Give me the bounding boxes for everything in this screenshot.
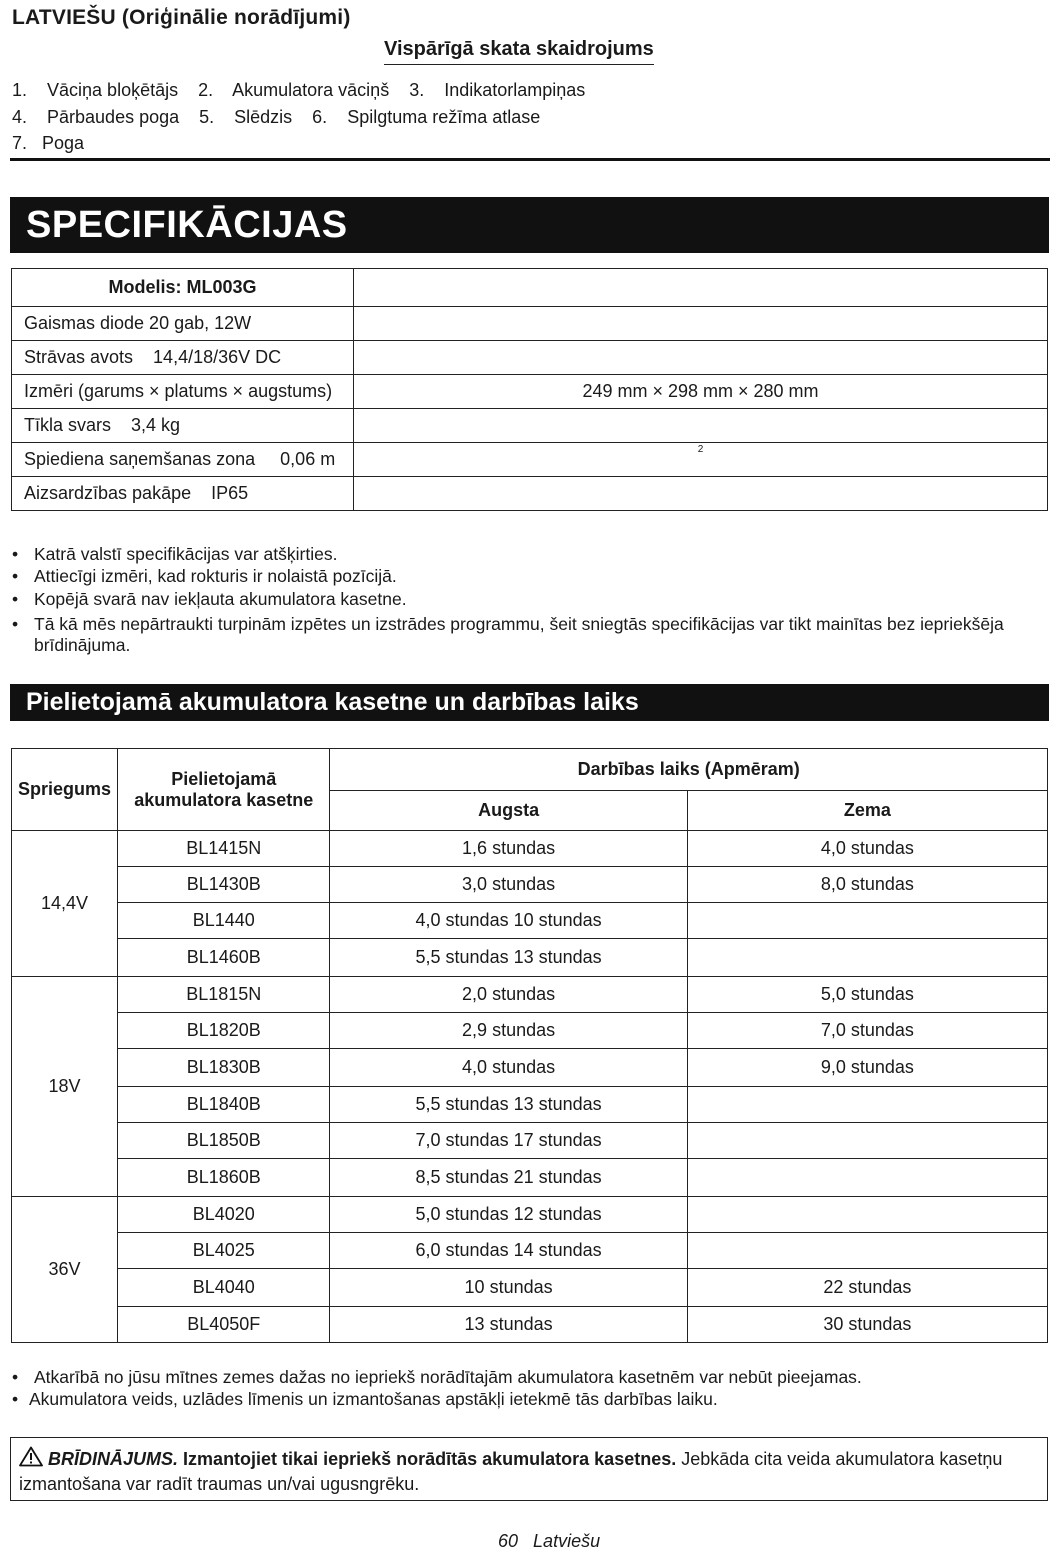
voltage-cell: 36V — [12, 1197, 118, 1343]
overview-title: Vispārīgā skata skaidrojums — [384, 38, 654, 65]
warning-box — [10, 1437, 1048, 1501]
runtime-high: 2,0 stundas — [330, 977, 687, 1013]
warning-bold-text: Izmantojiet tikai iepriekš norādītās akumulatora kasetnes. — [183, 1449, 677, 1469]
col-battery-header: Pielietojamā akumulatora kasetne — [118, 749, 330, 831]
spec-row — [12, 341, 1048, 375]
table-row — [12, 1087, 1048, 1123]
parts-line-1: 1. Vāciņa bloķētājs 2. Akumulatora vāciņš 3. Indikatorlampiņas — [12, 80, 586, 100]
runtime-high: 4,0 stundas 10 stundas — [330, 903, 687, 939]
footer-language: Latviešu — [533, 1531, 601, 1551]
runtime-high: 7,0 stundas 17 stundas — [330, 1123, 687, 1159]
page-footer — [498, 1531, 600, 1552]
col-voltage-header: Spriegums — [12, 749, 118, 831]
table-row — [12, 1197, 1048, 1233]
runtime-high: 8,5 stundas 21 stundas — [330, 1159, 687, 1197]
voltage-cell: 14,4V — [12, 831, 118, 977]
runtime-low — [687, 903, 1047, 939]
battery-model: BL1830B — [118, 1049, 330, 1087]
table-row — [12, 1123, 1048, 1159]
warning-text: Jebkāda cita veida akumulatora kasetņu izmantošana var radīt traumas un/vai ugusngrēku. — [19, 1449, 1003, 1494]
battery-header-row — [12, 749, 1048, 791]
runtime-high: 1,6 stundas — [330, 831, 687, 867]
runtime-low — [687, 1233, 1047, 1269]
table-row — [12, 831, 1048, 867]
table-row — [12, 1159, 1048, 1197]
voltage-cell: 18V — [12, 977, 118, 1197]
runtime-high: 2,9 stundas — [330, 1013, 687, 1049]
language-title: LATVIEŠU (Oriģinālie norādījumi) — [12, 6, 351, 29]
spec-value — [354, 341, 1048, 375]
runtime-high: 5,5 stundas 13 stundas — [330, 1087, 687, 1123]
runtime-high: 6,0 stundas 14 stundas — [330, 1233, 687, 1269]
page-number: 60 — [498, 1531, 519, 1551]
table-row — [12, 1049, 1048, 1087]
col-runtime-header: Darbības laiks (Apmēram) — [330, 749, 1048, 791]
runtime-low — [687, 1197, 1047, 1233]
spec-row — [12, 443, 1048, 477]
table-row — [12, 1233, 1048, 1269]
battery-note: • Akumulatora veids, uzlādes līmenis un izmantošanas apstākļi ietekmē tās darbības laiku. — [12, 1389, 718, 1409]
battery-model: BL4040 — [118, 1269, 330, 1307]
runtime-low — [687, 1159, 1047, 1197]
spec-label: Gaismas diode 20 gab, 12W — [12, 307, 354, 341]
runtime-low: 8,0 stundas — [687, 867, 1047, 903]
runtime-high: 5,0 stundas 12 stundas — [330, 1197, 687, 1233]
spec-note: • Katrā valstī specifikācijas var atšķirties. — [12, 544, 338, 564]
table-row — [12, 1269, 1048, 1307]
model-value — [354, 269, 1048, 307]
model-label: Modelis: ML003G — [12, 269, 354, 307]
battery-note: • Atkarībā no jūsu mītnes zemes dažas no iepriekš norādītajām akumulatora kasetnēm var nebūt pieejamas. — [12, 1367, 862, 1387]
warning-label: BRĪDINĀJUMS. — [48, 1449, 179, 1469]
specs-header-row — [12, 269, 1048, 307]
runtime-high: 13 stundas — [330, 1307, 687, 1343]
runtime-low — [687, 1123, 1047, 1159]
runtime-low — [687, 939, 1047, 977]
spec-note: • Kopējā svarā nav iekļauta akumulatora kasetne. — [12, 589, 407, 609]
battery-model: BL4020 — [118, 1197, 330, 1233]
runtime-low: 22 stundas — [687, 1269, 1047, 1307]
battery-model: BL4050F — [118, 1307, 330, 1343]
spec-row — [12, 477, 1048, 511]
runtime-low: 7,0 stundas — [687, 1013, 1047, 1049]
battery-model: BL1840B — [118, 1087, 330, 1123]
runtime-low: 9,0 stundas — [687, 1049, 1047, 1087]
spec-label: Izmēri (garums × platums × augstums) — [12, 375, 354, 409]
spec-row — [12, 307, 1048, 341]
runtime-low: 30 stundas — [687, 1307, 1047, 1343]
spec-value — [354, 477, 1048, 511]
spec-value — [354, 307, 1048, 341]
battery-model: BL1440 — [118, 903, 330, 939]
spec-row — [12, 375, 1048, 409]
battery-model: BL1430B — [118, 867, 330, 903]
spec-value — [354, 409, 1048, 443]
runtime-high: 4,0 stundas — [330, 1049, 687, 1087]
table-row — [12, 903, 1048, 939]
spec-label: Tīkla svars 3,4 kg — [12, 409, 354, 443]
battery-model: BL1815N — [118, 977, 330, 1013]
parts-line-3: 7. Poga — [12, 133, 85, 153]
col-low-header: Zema — [687, 791, 1047, 831]
battery-model: BL1820B — [118, 1013, 330, 1049]
battery-model: BL1860B — [118, 1159, 330, 1197]
table-row — [12, 939, 1048, 977]
spec-label: Aizsardzības pakāpe IP65 — [12, 477, 354, 511]
battery-table — [11, 748, 1048, 1343]
runtime-high: 3,0 stundas — [330, 867, 687, 903]
spec-value: 249 mm × 298 mm × 280 mm — [354, 375, 1048, 409]
specs-table — [11, 268, 1048, 511]
battery-model: BL1460B — [118, 939, 330, 977]
warning-triangle-icon — [19, 1446, 43, 1473]
battery-model: BL4025 — [118, 1233, 330, 1269]
table-row — [12, 867, 1048, 903]
spec-value-cell — [354, 443, 1048, 477]
runtime-low: 4,0 stundas — [687, 831, 1047, 867]
spec-note: • Attiecīgi izmēri, kad rokturis ir nolaistā pozīcijā. — [12, 566, 397, 586]
specs-banner: SPECIFIKĀCIJAS — [10, 197, 1049, 253]
battery-model: BL1415N — [118, 831, 330, 867]
spec-label: Strāvas avots 14,4/18/36V DC — [12, 341, 354, 375]
battery-model: BL1850B — [118, 1123, 330, 1159]
section-divider — [10, 158, 1050, 161]
spec-superscript: 2 — [697, 444, 704, 455]
table-row — [12, 1013, 1048, 1049]
runtime-low — [687, 1087, 1047, 1123]
table-row — [12, 977, 1048, 1013]
parts-line-2: 4. Pārbaudes poga 5. Slēdzis 6. Spilgtuma režīma atlase — [12, 107, 541, 127]
spec-label: Spiediena saņemšanas zona 0,06 m — [12, 443, 354, 477]
col-high-header: Augsta — [330, 791, 687, 831]
runtime-low: 5,0 stundas — [687, 977, 1047, 1013]
battery-banner: Pielietojamā akumulatora kasetne un darbības laiks — [10, 684, 1049, 721]
runtime-high: 5,5 stundas 13 stundas — [330, 939, 687, 977]
table-row — [12, 1307, 1048, 1343]
spec-note: • Tā kā mēs nepārtraukti turpinām izpētes un izstrādes programmu, šeit sniegtās specifikācijas var tikt mainītas bez iepriekšēja brīdinājuma. — [12, 614, 1004, 655]
spec-row — [12, 409, 1048, 443]
runtime-high: 10 stundas — [330, 1269, 687, 1307]
